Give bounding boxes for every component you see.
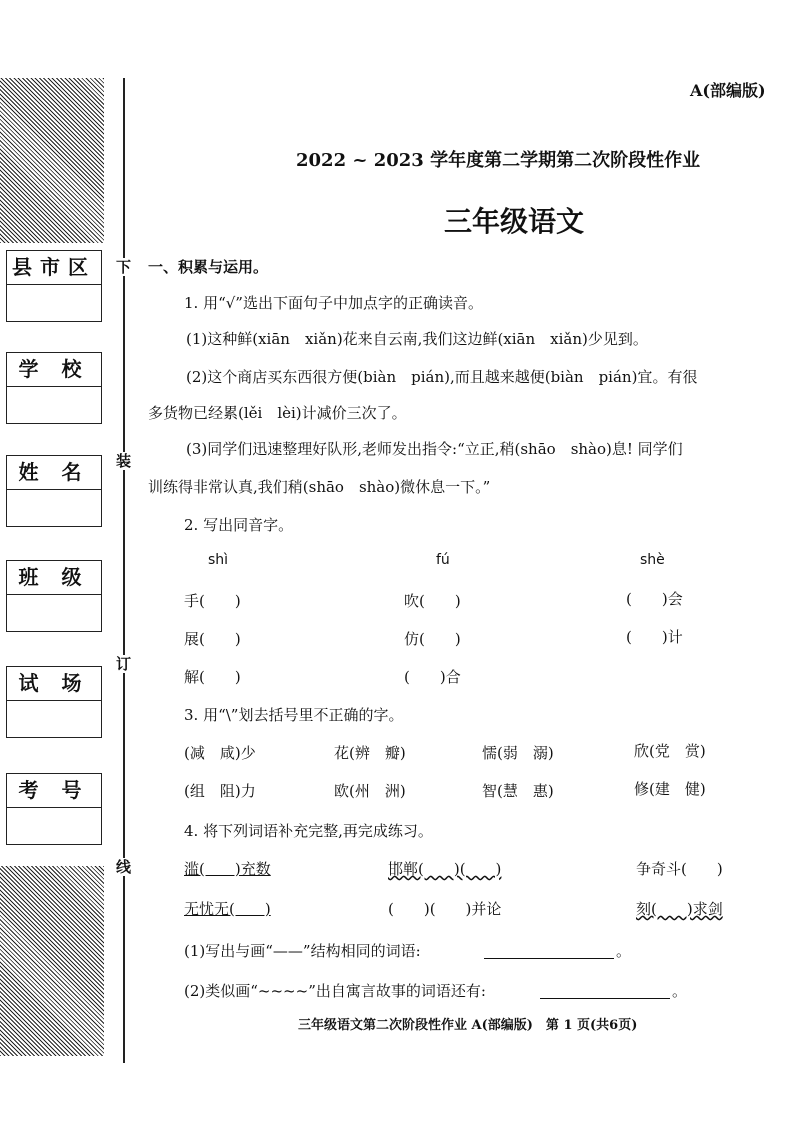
subject-title: 三年级语文: [444, 205, 585, 238]
strike-choice[interactable]: 懦(弱 溺): [482, 744, 554, 762]
question-1-sentence-2a: (2)这个商店买东西很方便(biàn pián),而且越来越便(biàn pián)宜。有很: [186, 368, 698, 386]
pinyin-fu: fú: [436, 552, 450, 568]
exam-title: 2022 ~ 2023 学年度第二学期第二次阶段性作业: [296, 150, 701, 171]
end-mark-2: 。: [672, 982, 688, 1000]
question-1-sentence-3a: (3)同学们迅速整理好队形,老师发出指令:“立正,稍(shāo shào)息! 同学们: [186, 440, 683, 458]
binding-mark-ding: 订: [116, 655, 132, 673]
binding-line: [123, 78, 125, 1063]
homophone-blank[interactable]: ( )计: [626, 628, 683, 646]
strike-choice[interactable]: (组 阻)力: [184, 782, 256, 800]
homophone-blank[interactable]: 展( ): [184, 630, 241, 648]
homophone-blank[interactable]: ( )合: [404, 668, 461, 686]
homophone-blank[interactable]: 解( ): [184, 668, 241, 686]
idiom-blank[interactable]: ( )( )并论: [388, 900, 502, 918]
binding-mark-zhuang: 装: [116, 452, 132, 470]
class-field-box[interactable]: [6, 560, 102, 632]
question-4-stem: 4. 将下列词语补充完整,再完成练习。: [184, 822, 433, 840]
exam-room-field-label: 试 场: [7, 667, 101, 701]
name-field-box[interactable]: [6, 455, 102, 527]
end-mark-1: 。: [616, 942, 632, 960]
homophone-blank[interactable]: 吹( ): [404, 592, 461, 610]
question-1-sentence-2b: 多货物已经累(lěi lèi)计减价三次了。: [148, 404, 407, 422]
strike-choice[interactable]: 欧(州 洲): [334, 782, 406, 800]
version-tag: A(部编版): [690, 81, 766, 100]
question-3-stem: 3. 用“\”划去括号里不正确的字。: [184, 706, 404, 724]
county-field-label: 县市区: [7, 251, 101, 285]
section-heading: 一、积累与运用。: [148, 258, 269, 276]
decorative-pattern-top: [0, 78, 104, 243]
pinyin-shi: shì: [208, 552, 229, 568]
strike-choice[interactable]: 智(慧 惠): [482, 782, 554, 800]
idiom-blank[interactable]: 刻( )求剑: [636, 900, 723, 918]
pinyin-she: shè: [640, 552, 665, 568]
question-4-sub-1: (1)写出与画“——”结构相同的词语:: [184, 942, 421, 960]
school-field-box[interactable]: [6, 352, 102, 424]
idiom-blank[interactable]: 无忧无( ): [184, 900, 271, 918]
question-4-sub-2: (2)类似画“~~~~”出自寓言故事的词语还有:: [184, 982, 486, 1000]
idiom-blank[interactable]: 邯郸( )( ): [388, 860, 502, 878]
exam-room-field-box[interactable]: [6, 666, 102, 738]
idiom-blank[interactable]: 争奇斗( ): [636, 860, 723, 878]
strike-choice[interactable]: 花(辨 瓣): [334, 744, 406, 762]
school-field-label: 学 校: [7, 353, 101, 387]
page-footer: 三年级语文第二次阶段性作业 A(部编版) 第 1 页(共6页): [298, 1018, 638, 1033]
question-1-stem: 1. 用“√”选出下面句子中加点字的正确读音。: [184, 294, 483, 312]
strike-choice[interactable]: 欣(党 赏): [634, 742, 706, 760]
class-field-label: 班 级: [7, 561, 101, 595]
exam-number-field-box[interactable]: [6, 773, 102, 845]
homophone-blank[interactable]: 手( ): [184, 592, 241, 610]
exam-number-field-label: 考 号: [7, 774, 101, 808]
decorative-pattern-bottom: [0, 866, 104, 1056]
homophone-blank[interactable]: ( )会: [626, 590, 683, 608]
question-2-stem: 2. 写出同音字。: [184, 516, 294, 534]
answer-line-2[interactable]: [540, 998, 670, 999]
idiom-blank[interactable]: 滥( )充数: [184, 860, 271, 878]
county-field-box[interactable]: [6, 250, 102, 322]
binding-mark-xia: 下: [116, 258, 132, 276]
name-field-label: 姓 名: [7, 456, 101, 490]
homophone-blank[interactable]: 仿( ): [404, 630, 461, 648]
strike-choice[interactable]: 修(建 健): [634, 780, 706, 798]
question-1-sentence-1: (1)这种鲜(xiān xiǎn)花来自云南,我们这边鲜(xiān xiǎn)少见到。: [186, 330, 648, 348]
answer-line-1[interactable]: [484, 958, 614, 959]
binding-mark-xian: 线: [116, 858, 132, 876]
question-1-sentence-3b: 训练得非常认真,我们稍(shāo shào)微休息一下。”: [148, 478, 491, 496]
strike-choice[interactable]: (减 咸)少: [184, 744, 256, 762]
